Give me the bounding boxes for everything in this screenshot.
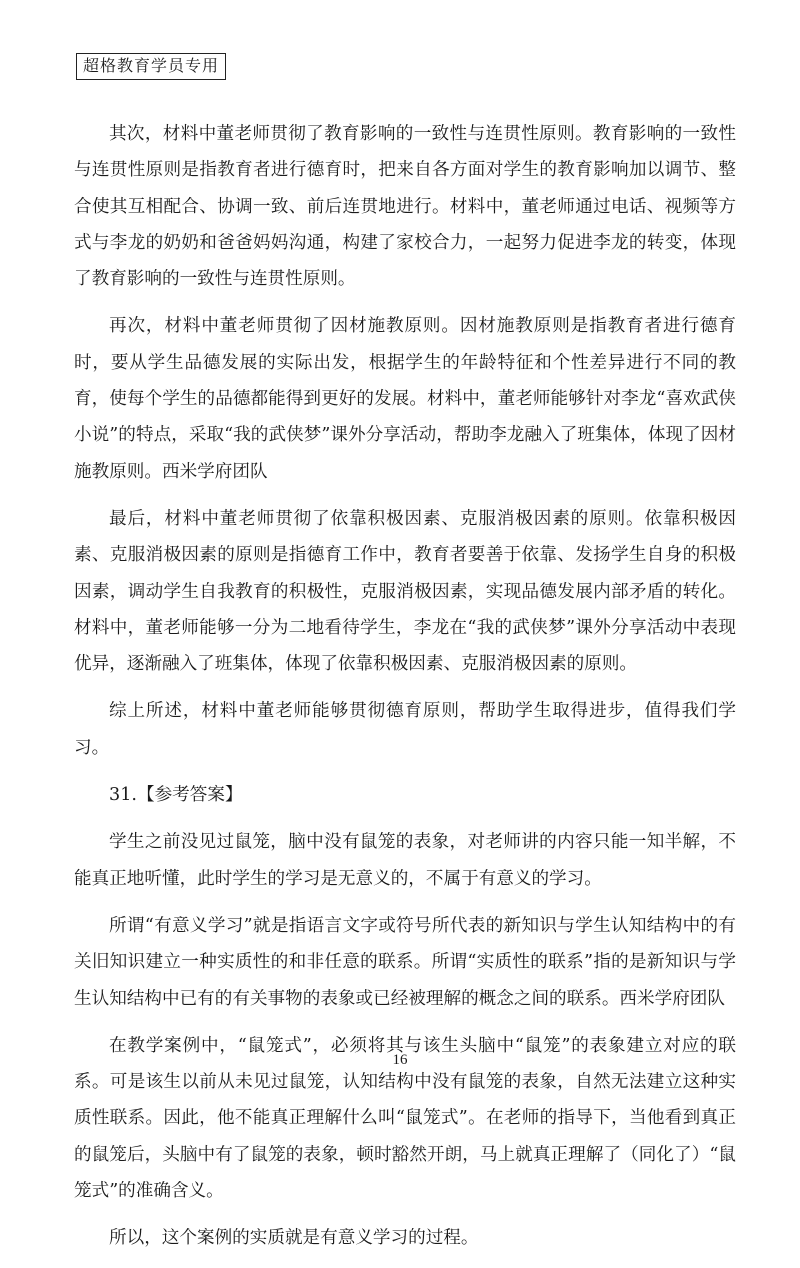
document-body: [74, 116, 736, 1268]
header-label-box: 超格教育学员专用: [76, 53, 226, 80]
paragraph: 综上所述，材料中董老师能够贯彻德育原则，帮助学生取得进步，值得我们学习。: [74, 701, 736, 758]
paragraph: 学生之前没见过鼠笼，脑中没有鼠笼的表象，对老师讲的内容只能一知半解，不能真正地听懂，此时学生的学习是无意义的，不属于有意义的学习。: [74, 832, 736, 889]
answer-heading: 31.【参考答案】: [109, 785, 243, 806]
page-number: 16: [392, 1052, 408, 1068]
paragraph: 其次，材料中董老师贯彻了教育影响的一致性与连贯性原则。教育影响的一致性与连贯性原则是指教育者进行德育时，把来自各方面对学生的教育影响加以调节、整合使其互相配合、协调一致、前后连贯地进行。材料中，董老师通过电话、视频等方式与李龙的奶奶和爸爸妈妈沟通，构建了家校合力，一起努力促进李龙的转变，体现了教育影响的一致性与连贯性原则。: [74, 124, 736, 290]
paragraph: 最后，材料中董老师贯彻了依靠积极因素、克服消极因素的原则。依靠积极因素、克服消极因素的原则是指德育工作中，教育者要善于依靠、发扬学生自身的积极因素，调动学生自我教育的积极性，克服消极因素，实现品德发展内部矛盾的转化。材料中，董老师能够一分为二地看待学生，李龙在“我的武侠梦”课外分享活动中表现优异，逐渐融入了班集体，体现了依靠积极因素、克服消极因素的原则。: [74, 508, 736, 675]
paragraph: 所以，这个案例的实质就是有意义学习的过程。: [109, 1228, 479, 1249]
paragraph: 所谓“有意义学习”就是指语言文字或符号所代表的新知识与学生认知结构中的有关旧知识建立一种实质性的和非任意的联系。所谓“实质性的联系”指的是新知识与学生认知结构中已有的有关事物的表象或已经被理解的概念之间的联系。西米学府团队: [74, 915, 736, 1009]
paragraph: 再次，材料中董老师贯彻了因材施教原则。因材施教原则是指教育者进行德育时，要从学生品德发展的实际出发，根据学生的年龄特征和个性差异进行不同的教育，使每个学生的品德都能得到更好的发展。材料中，董老师能够针对李龙“喜欢武侠小说”的特点，采取“我的武侠梦”课外分享活动，帮助李龙融入了班集体，体现了因材施教原则。西米学府团队: [74, 316, 736, 482]
paragraph: 在教学案例中，“鼠笼式”，必须将其与该生头脑中“鼠笼”的表象建立对应的联系。可是该生以前从未见过鼠笼，认知结构中没有鼠笼的表象，自然无法建立这种实质性联系。因此，他不能真正理解什么叫“鼠笼式”。在老师的指导下，当他看到真正的鼠笼后，头脑中有了鼠笼的表象，顿时豁然开朗，马上就真正理解了（同化了）“鼠笼式”的准确含义。: [74, 1035, 736, 1202]
